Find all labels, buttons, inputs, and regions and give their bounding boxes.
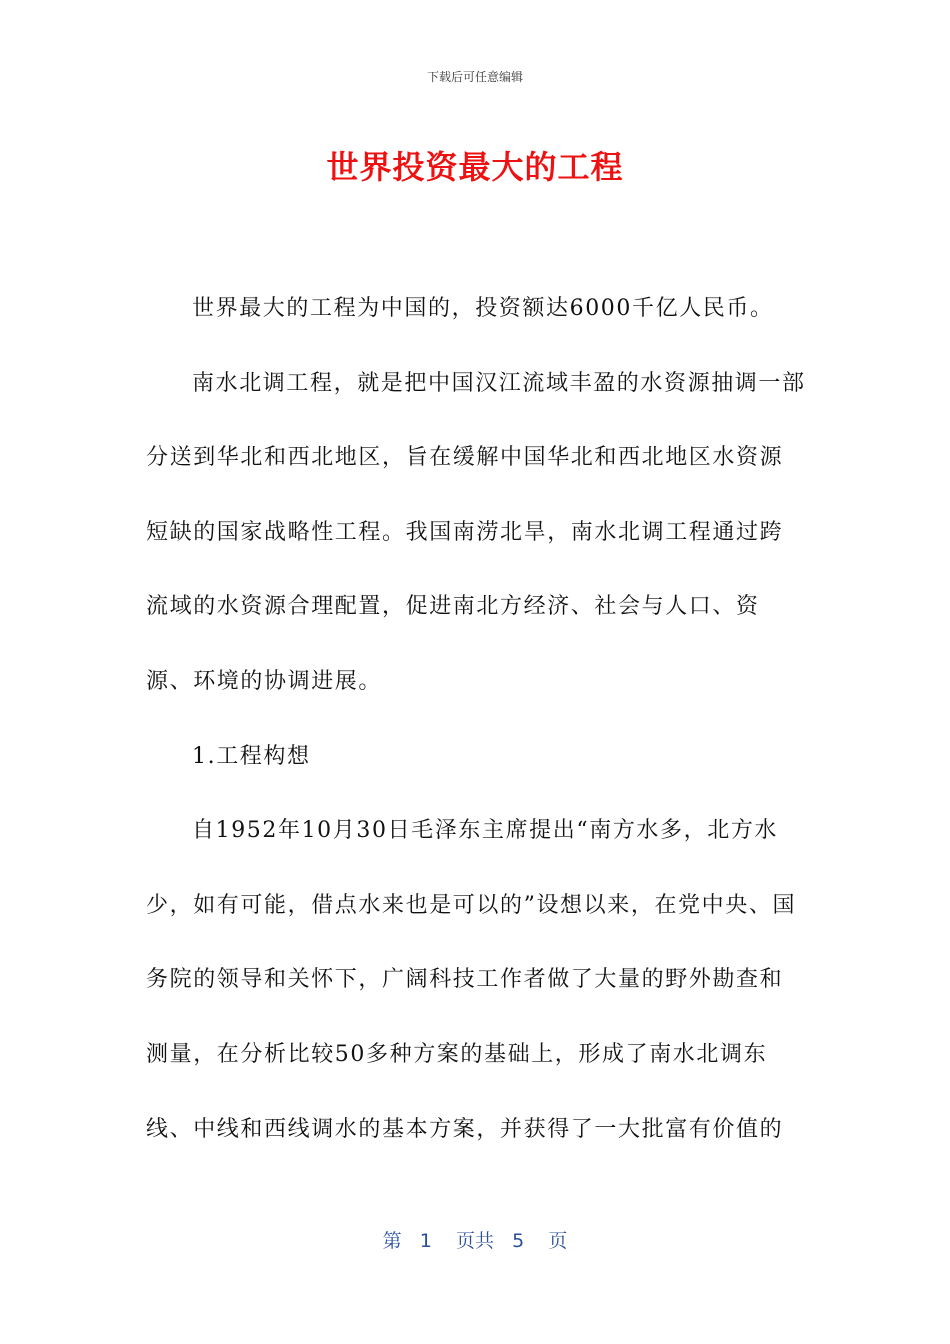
page-label-suffix: 页 (548, 1230, 568, 1252)
document-body (146, 272, 806, 1167)
current-page-number: 1 (419, 1230, 432, 1252)
header-note: 下载后可任意编辑 (426, 70, 523, 84)
paragraph: 南水北调工程，就是把中国汉江流域丰盈的水资源抽调一部分送到华北和西北地区，旨在缓解中国华北和西北地区水资源短缺的国家战略性工程。我国南涝北旱，南水北调工程通过跨流域的水资源合理配置，促进南北方经济、社会与人口、资源、环境的协调进展。 (146, 370, 806, 694)
paragraph: 自1952年10月30日毛泽东主席提出“南方水多，北方水少，如有可能，借点水来也是可以的”设想以来，在党中央、国务院的领导和关怀下，广阔科技工作者做了大量的野外勘查和测量，在分析比较50多种方案的基础上，形成了南水北调东线、中线和西线调水的基本方案，并获得了一大批富有价值的 (146, 818, 797, 1142)
total-pages-number: 5 (512, 1230, 525, 1252)
document-title: 世界投资最大的工程 (326, 148, 624, 186)
page-label-prefix: 第 (382, 1230, 402, 1252)
page-footer (0, 1226, 950, 1253)
page-label-mid: 页共 (455, 1230, 494, 1252)
paragraph: 世界最大的工程为中国的，投资额达6000千亿人民币。 (192, 296, 774, 321)
section-heading: 1.工程构想 (192, 743, 311, 769)
